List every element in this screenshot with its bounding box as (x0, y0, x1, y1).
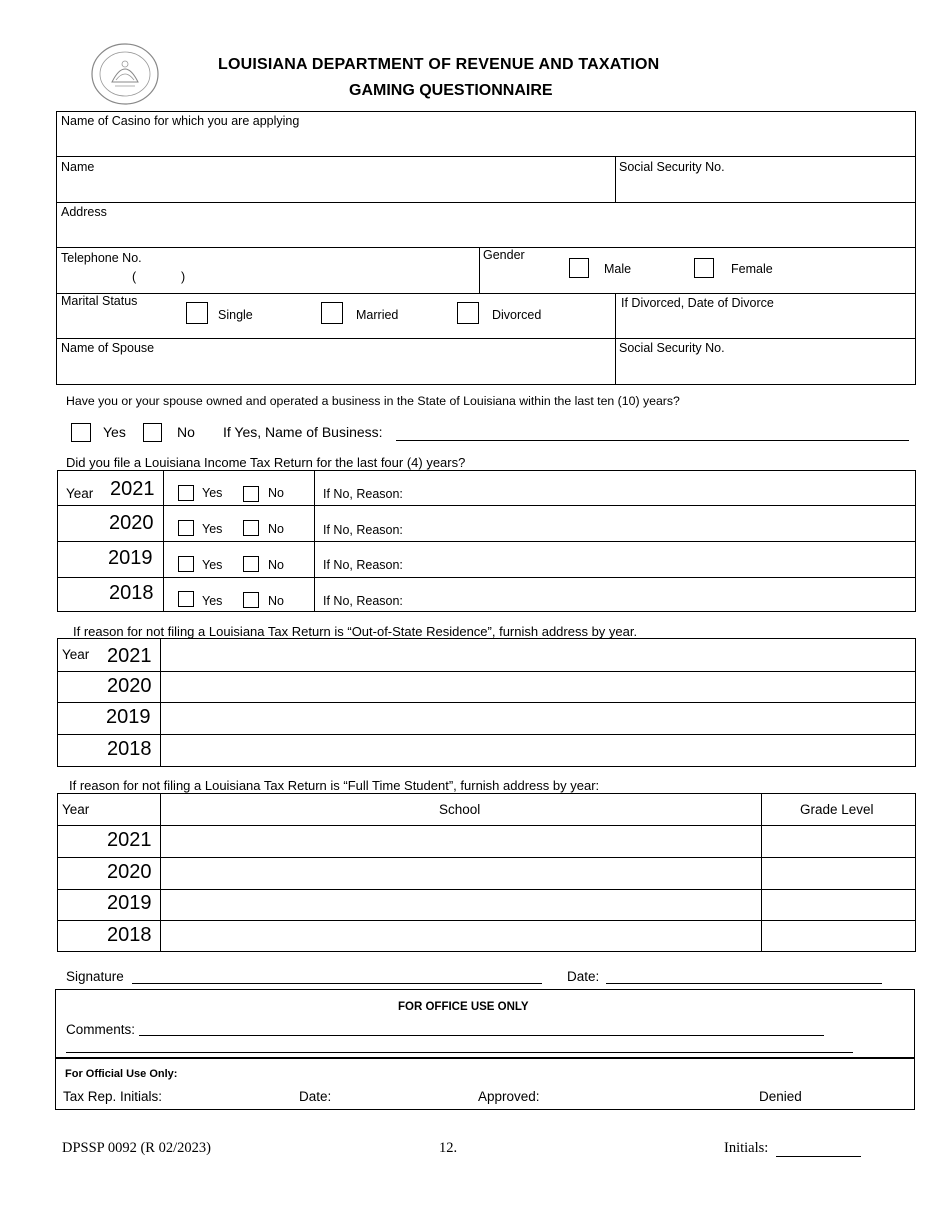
business-question: Have you or your spouse owned and operated a business in the State of Louisiana within the last ten (10) years? (66, 394, 680, 408)
student-2018-school-field[interactable] (161, 921, 760, 951)
tax-2018-yes-checkbox[interactable] (178, 591, 194, 607)
tax-2018-yes-label: Yes (202, 594, 223, 608)
tax-2021-reason-field[interactable]: If No, Reason: (323, 487, 403, 501)
name-field[interactable]: Name (61, 160, 95, 174)
address-field[interactable]: Address (61, 205, 107, 219)
form-subtitle: GAMING QUESTIONNAIRE (349, 82, 553, 99)
tax-2018-no-label: No (268, 594, 284, 608)
business-name-label: If Yes, Name of Business: (223, 424, 383, 440)
tax-2020-no-checkbox[interactable] (243, 520, 259, 536)
footer-initials-line[interactable] (776, 1156, 861, 1157)
ssn-field[interactable]: Social Security No. (619, 160, 725, 174)
tax-2021-no-label: No (268, 486, 284, 500)
footer-initials-label: Initials: (724, 1140, 769, 1156)
student-year-2018: 2018 (107, 924, 152, 946)
tax-2021-no-checkbox[interactable] (243, 486, 259, 502)
office-date-label: Date: (299, 1089, 332, 1104)
spouse-name-field[interactable]: Name of Spouse (61, 341, 155, 355)
oos-2019-address-field[interactable] (161, 703, 915, 734)
student-school-header: School (439, 802, 481, 817)
tax-2020-reason-field[interactable]: If No, Reason: (323, 523, 403, 537)
tax-2021-yes-checkbox[interactable] (178, 485, 194, 501)
tax-2019-yes-checkbox[interactable] (178, 556, 194, 572)
official-use-heading: For Official Use Only: (65, 1068, 178, 1080)
tax-year-2018: 2018 (109, 582, 154, 604)
comments-line-1[interactable] (139, 1035, 824, 1036)
tax-year-label: Year (66, 486, 94, 501)
tax-year-2020: 2020 (109, 512, 154, 534)
out-of-state-note: If reason for not filing a Louisiana Tax Return is “Out-of-State Residence”, furnish address by year. (73, 624, 638, 639)
student-year-2021: 2021 (107, 829, 152, 851)
signature-line[interactable] (132, 983, 542, 984)
approved-label: Approved: (478, 1089, 540, 1104)
business-name-line[interactable] (396, 440, 909, 441)
oos-year-2019: 2019 (106, 706, 151, 728)
oos-2020-address-field[interactable] (161, 672, 915, 702)
signature-date-label: Date: (567, 969, 600, 984)
married-label: Married (356, 308, 399, 322)
comments-label: Comments: (66, 1022, 136, 1037)
oos-year-label: Year (62, 647, 90, 662)
form-number: DPSSP 0092 (R 02/2023) (62, 1140, 211, 1156)
tax-2021-yes-label: Yes (202, 486, 223, 500)
oos-2018-address-field[interactable] (161, 735, 915, 766)
female-label: Female (731, 262, 773, 276)
oos-2021-address-field[interactable] (161, 639, 915, 671)
tax-2018-no-checkbox[interactable] (243, 592, 259, 608)
tax-2020-yes-checkbox[interactable] (178, 520, 194, 536)
state-seal (90, 42, 160, 106)
tax-2019-no-label: No (268, 558, 284, 572)
denied-label: Denied (759, 1089, 802, 1104)
telephone-field[interactable]: Telephone No. (61, 251, 142, 265)
business-no-checkbox[interactable] (143, 423, 162, 442)
page-number: 12. (439, 1140, 458, 1156)
tax-2018-reason-field[interactable]: If No, Reason: (323, 594, 403, 608)
business-yes-label: Yes (103, 424, 126, 440)
student-grade-header: Grade Level (800, 802, 874, 817)
form-title: LOUISIANA DEPARTMENT OF REVENUE AND TAXATION (218, 56, 660, 73)
oos-year-2018: 2018 (107, 738, 152, 760)
divorced-checkbox[interactable] (457, 302, 479, 324)
area-code-close: ) (181, 270, 186, 284)
office-use-heading: FOR OFFICE USE ONLY (398, 1001, 529, 1013)
student-year-2020: 2020 (107, 861, 152, 883)
student-year-2019: 2019 (107, 892, 152, 914)
tax-2019-no-checkbox[interactable] (243, 556, 259, 572)
signature-date-line[interactable] (606, 983, 882, 984)
signature-label: Signature (66, 969, 124, 984)
married-checkbox[interactable] (321, 302, 343, 324)
tax-2020-no-label: No (268, 522, 284, 536)
business-yes-checkbox[interactable] (71, 423, 91, 442)
tax-year-2021: 2021 (110, 478, 155, 500)
gender-label: Gender (483, 248, 525, 262)
marital-status-label: Marital Status (61, 294, 138, 308)
tax-rep-initials-label: Tax Rep. Initials: (63, 1089, 163, 1104)
spouse-ssn-field[interactable]: Social Security No. (619, 341, 725, 355)
single-checkbox[interactable] (186, 302, 208, 324)
tax-2020-yes-label: Yes (202, 522, 223, 536)
single-label: Single (218, 308, 253, 322)
tax-2019-yes-label: Yes (202, 558, 223, 572)
student-2021-school-field[interactable] (161, 826, 760, 857)
tax-return-question: Did you file a Louisiana Income Tax Return for the last four (4) years? (66, 455, 466, 470)
casino-name-field[interactable]: Name of Casino for which you are applying (61, 114, 300, 128)
student-year-header: Year (62, 802, 90, 817)
business-no-label: No (177, 424, 195, 440)
area-code-open: ( (132, 270, 137, 284)
divorced-label: Divorced (492, 308, 542, 322)
male-checkbox[interactable] (569, 258, 589, 278)
oos-year-2020: 2020 (107, 675, 152, 697)
female-checkbox[interactable] (694, 258, 714, 278)
divorce-date-field[interactable]: If Divorced, Date of Divorce (621, 296, 774, 310)
student-note: If reason for not filing a Louisiana Tax Return is “Full Time Student”, furnish address by year: (69, 778, 600, 793)
male-label: Male (604, 262, 632, 276)
tax-year-2019: 2019 (108, 547, 153, 569)
comments-line-2[interactable] (66, 1052, 853, 1053)
student-2019-school-field[interactable] (161, 890, 760, 920)
tax-2019-reason-field[interactable]: If No, Reason: (323, 558, 403, 572)
oos-year-2021: 2021 (107, 645, 152, 667)
student-2020-school-field[interactable] (161, 858, 760, 889)
